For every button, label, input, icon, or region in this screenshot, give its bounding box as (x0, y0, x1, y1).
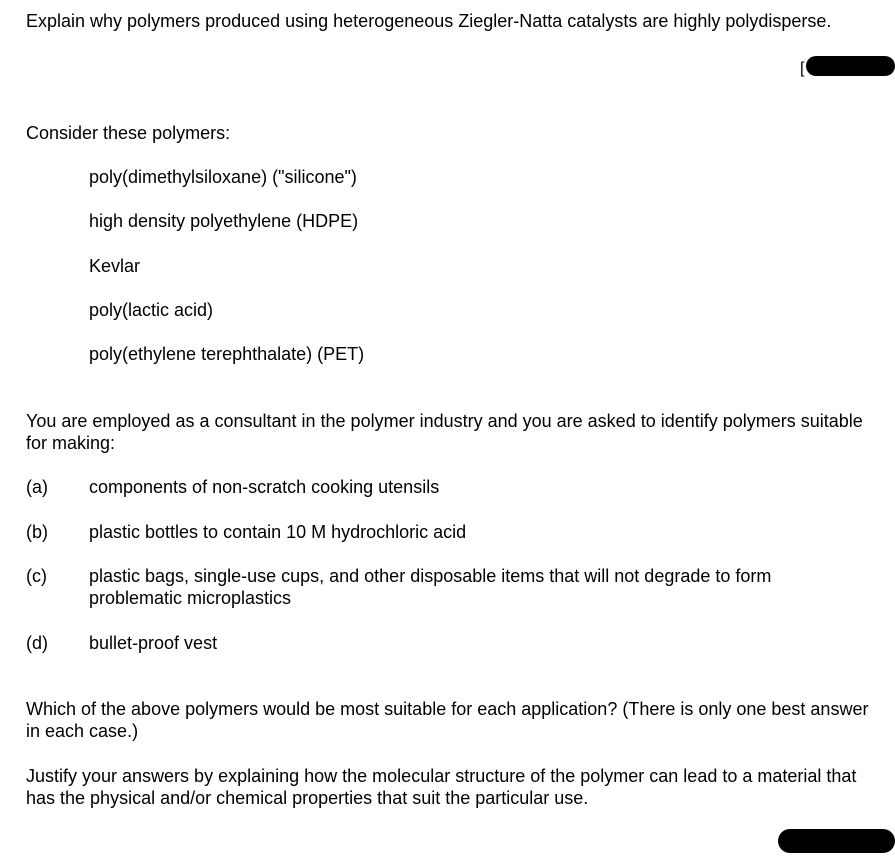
polymers-intro: Consider these polymers: (26, 123, 231, 143)
redaction-mark-top (806, 56, 895, 76)
redaction-mark-bottom (778, 829, 895, 853)
polymer-item: poly(dimethylsiloxane) ("silicone") (89, 167, 357, 187)
polymer-item: Kevlar (89, 256, 141, 276)
polymer-item: high density polyethylene (HDPE) (89, 211, 359, 231)
polymer-item: poly(lactic acid) (89, 300, 214, 320)
application-text: plastic bags, single-use cups, and other disposable items that will not degrade to form problematic microplastics (89, 566, 772, 608)
application-label: (c) (26, 566, 47, 586)
application-label: (d) (26, 633, 48, 653)
justify-text: Justify your answers by explaining how the molecular structure of the polymer can lead to a material that has the physical and/or chemical properties that suit the particular use. (26, 766, 857, 808)
application-text: components of non-scratch cooking utensils (89, 477, 440, 497)
application-label: (a) (26, 477, 48, 497)
application-label: (b) (26, 522, 48, 542)
which-question-text: Which of the above polymers would be most suitable for each application? (There is only one best answer in each case.) (26, 699, 869, 741)
polymer-item: poly(ethylene terephthalate) (PET) (89, 344, 365, 364)
application-text: bullet-proof vest (89, 633, 218, 653)
marks-bracket-top: [ (800, 60, 805, 77)
consultant-text: You are employed as a consultant in the polymer industry and you are asked to identify polymers suitable for making: (26, 411, 863, 453)
application-text: plastic bottles to contain 10 M hydrochloric acid (89, 522, 467, 542)
question-1-text: Explain why polymers produced using heterogeneous Ziegler-Natta catalysts are highly polydisperse. (26, 11, 832, 31)
